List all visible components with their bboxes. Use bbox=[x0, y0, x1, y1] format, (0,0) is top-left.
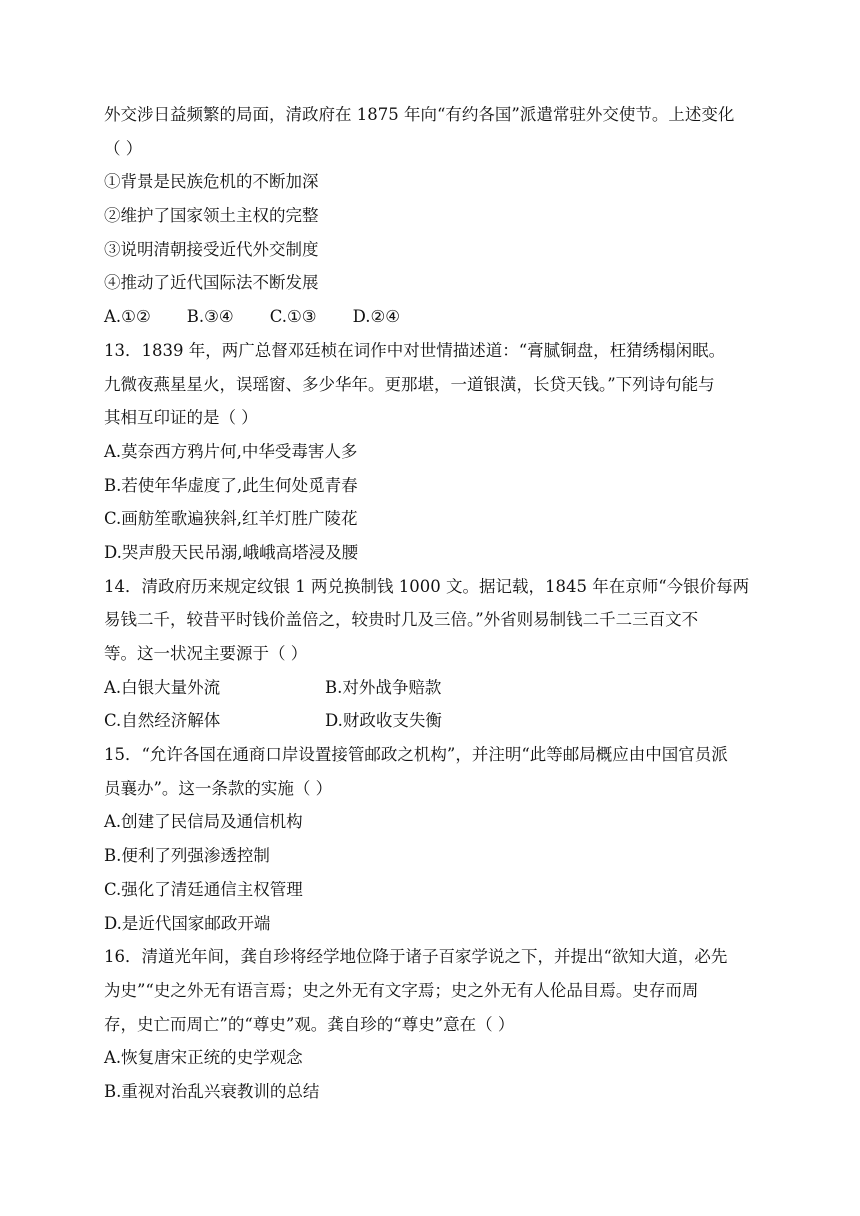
option-a: A.恢复唐宋正统的史学观念 bbox=[104, 1048, 303, 1068]
option-a: A.莫奈西方鸦片何,中华受毒害人多 bbox=[104, 441, 358, 461]
option-b: B.重视对治乱兴衰教训的总结 bbox=[104, 1081, 320, 1101]
option-a: A.白银大量外流 bbox=[104, 677, 221, 697]
question-14-options-row bbox=[104, 704, 764, 738]
option-d: D.②④ bbox=[352, 307, 401, 327]
option-c: C.①③ bbox=[269, 307, 317, 327]
question-12-statement: ④推动了近代国际法不断发展 bbox=[104, 273, 319, 293]
option-b: B.③④ bbox=[186, 307, 234, 327]
option-b: B.对外战争赔款 bbox=[325, 677, 442, 697]
question-12-stem-line: 外交涉日益频繁的局面，清政府在 1875 年向“有约各国”派遣常驻外交使节。上述变化 bbox=[104, 105, 735, 124]
question-15-stem-line: 员襄办”。这一条款的实施（ ） bbox=[104, 778, 333, 798]
question-12-statement: ②维护了国家领土主权的完整 bbox=[104, 206, 319, 226]
question-14-stem-line: 14．清政府历来规定纹银 1 两兑换制钱 1000 文。据记载，1845 年在京师“今银价每两 bbox=[104, 576, 750, 596]
question-12 bbox=[104, 98, 764, 334]
question-12-statement: ③说明清朝接受近代外交制度 bbox=[104, 239, 319, 259]
option-d: D.财政收支失衡 bbox=[325, 711, 442, 731]
question-14-options-row bbox=[104, 671, 764, 705]
exam-page bbox=[104, 98, 764, 1109]
option-c: C.强化了清廷通信主权管理 bbox=[104, 879, 303, 899]
option-a: A.①② bbox=[104, 307, 151, 327]
question-12-stem-line: （ ） bbox=[104, 138, 143, 158]
question-14-stem-line: 易钱二千，较昔平时钱价盖倍之，较贵时几及三倍。”外省则易制钱二千二三百文不 bbox=[104, 610, 699, 630]
option-b: B.便利了列强渗透控制 bbox=[104, 846, 270, 866]
question-12-options bbox=[104, 300, 764, 334]
question-13-stem-line: 其相互印证的是（ ） bbox=[104, 408, 258, 428]
option-d: D.是近代国家邮政开端 bbox=[104, 913, 271, 933]
option-d: D.哭声殷天民吊溺,峨峨高塔浸及腰 bbox=[104, 542, 359, 562]
option-c: C.画舫笙歌遍狭斜,红羊灯胜广陵花 bbox=[104, 509, 358, 529]
question-13-stem-line: 九微夜燕星星火，误瑶窗、多少华年。更那堪，一道银潢，长贷天钱。”下列诗句能与 bbox=[104, 374, 715, 394]
question-16 bbox=[104, 940, 764, 1108]
question-15-stem-line: 15．“允许各国在通商口岸设置接管邮政之机构”，并注明“此等邮局概应由中国官员派 bbox=[104, 745, 728, 765]
question-16-stem-line: 16．清道光年间，龚自珍将经学地位降于诸子百家学说之下，并提出“欲知大道，必先 bbox=[104, 947, 728, 967]
question-14-stem-line: 等。这一状况主要源于（ ） bbox=[104, 644, 308, 663]
option-a: A.创建了民信局及通信机构 bbox=[104, 812, 303, 832]
question-12-statement: ①背景是民族危机的不断加深 bbox=[104, 172, 319, 192]
question-13-stem-line: 13．1839 年，两广总督邓廷桢在词作中对世情描述道：“膏腻铜盘，枉猜绣榻闲眠。 bbox=[104, 340, 726, 360]
question-14 bbox=[104, 570, 764, 738]
question-13 bbox=[104, 334, 764, 570]
question-16-stem-line: 存，史亡而周亡”的“尊史”观。龚自珍的“尊史”意在（ ） bbox=[104, 1014, 515, 1034]
option-c: C.自然经济解体 bbox=[104, 711, 221, 731]
question-16-stem-line: 为史”“史之外无有语言焉；史之外无有文字焉；史之外无有人伦品目焉。史存而周 bbox=[104, 980, 699, 1000]
question-15 bbox=[104, 738, 764, 940]
option-b: B.若使年华虚度了,此生何处觅青春 bbox=[104, 475, 358, 495]
